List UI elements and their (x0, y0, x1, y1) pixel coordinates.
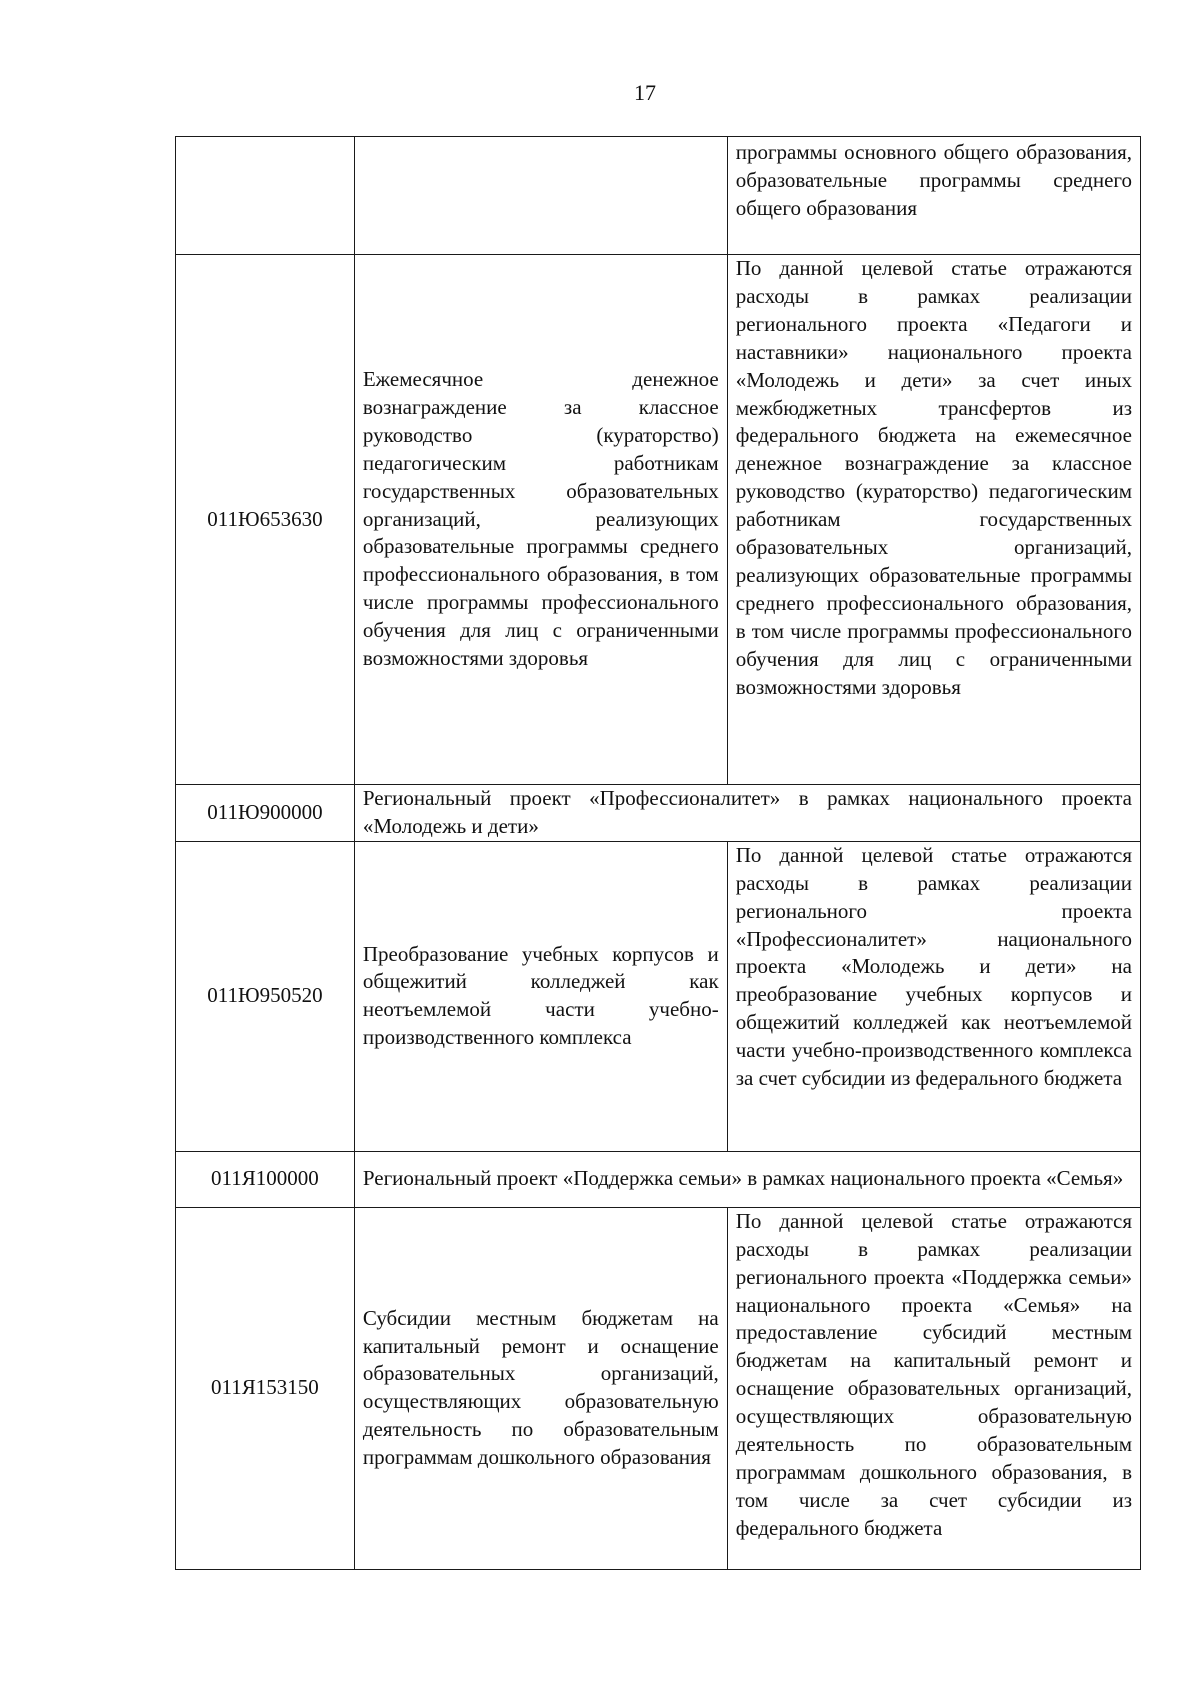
project-title-cell: Региональный проект «Поддержка семьи» в рамках национального проекта «Семья» (354, 1151, 1140, 1207)
table-row (176, 1207, 1141, 1569)
name-cell: Преобразование учебных корпусов и общежитий колледжей как неотъемлемой части учебно-производственного комплекса (354, 841, 727, 1151)
code-cell (176, 137, 355, 255)
description-cell: По данной целевой статье отражаются расходы в рамках реализации регионального проекта «Профессионалитет» национального проекта «Молодежь и дети» на преобразование учебных корпусов и общежитий колледжей как неотъемлемой части учебно-производственного комплекса за счет субсидии из федерального бюджета (727, 841, 1140, 1151)
name-cell: Ежемесячное денежное вознаграждение за классное руководство (кураторство) педагогическим работникам государственных образовательных организаций, реализующих образовательные программы среднего профессионального образования, в том числе программы профессионального обучения для лиц с ограниченными возможностями здоровья (354, 255, 727, 785)
code-cell: 011Ю900000 (176, 785, 355, 842)
table-row (176, 841, 1141, 1151)
code-cell: 011Ю950520 (176, 841, 355, 1151)
name-cell (354, 137, 727, 255)
name-cell: Субсидии местным бюджетам на капитальный ремонт и оснащение образовательных организаций, осуществляющих образовательную деятельность по образовательным программам дошкольного образования (354, 1207, 727, 1569)
description-cell: программы основного общего образования, образовательные программы среднего общего образования (727, 137, 1140, 255)
table-row (176, 1151, 1141, 1207)
code-cell: 011Я100000 (176, 1151, 355, 1207)
target-articles-table (175, 136, 1141, 1570)
description-cell: По данной целевой статье отражаются расходы в рамках реализации регионального проекта «Поддержка семьи» национального проекта «Семья» на предоставление субсидий местным бюджетам на капитальный ремонт и оснащение образовательных организаций, осуществляющих образовательную деятельность по образовательным программам дошкольного образования, в том числе за счет субсидии из федерального бюджета (727, 1207, 1140, 1569)
code-cell: 011Я153150 (176, 1207, 355, 1569)
description-cell: По данной целевой статье отражаются расходы в рамках реализации регионального проекта «Педагоги и наставники» национального проекта «Молодежь и дети» за счет иных межбюджетных трансфертов из федерального бюджета на ежемесячное денежное вознаграждение за классное руководство (кураторство) педагогическим работникам государственных образовательных организаций, реализующих образовательные программы среднего профессионального образования, в том числе программы профессионального обучения для лиц с ограниченными возможностями здоровья (727, 255, 1140, 785)
code-cell: 011Ю653630 (176, 255, 355, 785)
table-row (176, 785, 1141, 842)
table-row (176, 137, 1141, 255)
page-number: 17 (634, 80, 656, 105)
project-title-cell: Региональный проект «Профессионалитет» в рамках национального проекта «Молодежь и дети» (354, 785, 1140, 842)
table-row (176, 255, 1141, 785)
